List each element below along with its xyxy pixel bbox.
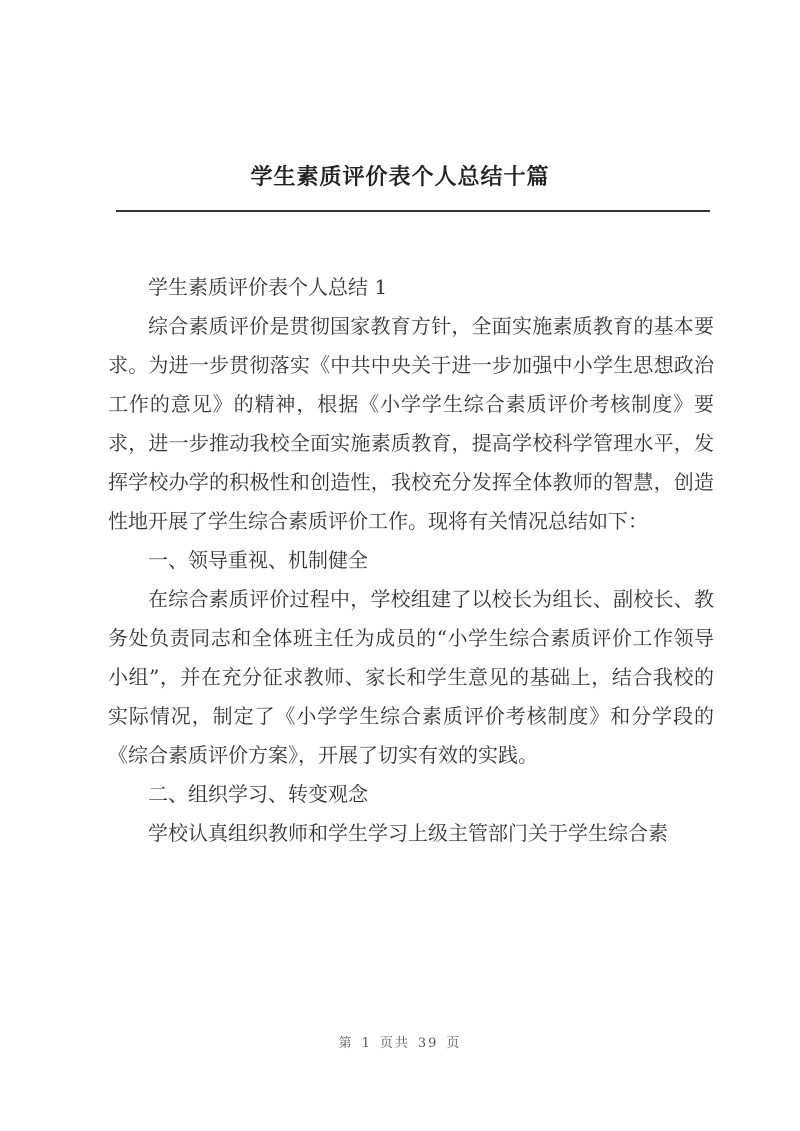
subheading-study: 二、组织学习、转变观念 xyxy=(148,782,368,806)
subheading-leadership: 一、领导重视、机制健全 xyxy=(148,548,368,572)
page-footer xyxy=(0,1032,800,1051)
footer-total-pages: 39 xyxy=(417,1036,439,1051)
intro-paragraph: 综合素质评价是贯彻国家教育方针，全面实施素质教育的基本要求。为进一步贯彻落实《中共中央关于进一步加强中小学生思想政治工作的意见》的精神，根据《小学学生综合素质评价考核制度》要求，进一步推动我校全面实施素质教育，提高学校科学管理水平，发挥学校办学的积极性和创造性，我校充分发挥全体教师的智慧，创造性地开展了学生综合素质评价工作。现将有关情况总结如下： xyxy=(108,314,714,533)
leadership-paragraph: 在综合素质评价过程中，学校组建了以校长为组长、副校长、教务处负责同志和全体班主任为成员的“小学生综合素质评价工作领导小组”，并在充分征求教师、家长和学生意见的基础上，结合我校的实际情况，制定了《小学学生综合素质评价考核制度》和分学段的《综合素质评价方案》，开展了切实有效的实践。 xyxy=(108,587,714,767)
document-body xyxy=(108,268,714,853)
footer-suffix: 页 xyxy=(446,1036,462,1051)
footer-prefix: 第 xyxy=(338,1036,354,1051)
study-paragraph: 学校认真组织教师和学生学习上级主管部门关于学生综合素 xyxy=(148,821,668,845)
document-title: 学生素质评价表个人总结十篇 xyxy=(250,165,550,190)
section-heading-1: 学生素质评价表个人总结 1 xyxy=(148,275,388,299)
footer-middle: 页共 xyxy=(379,1036,410,1051)
title-underline xyxy=(116,210,710,212)
footer-current-page: 1 xyxy=(361,1036,372,1051)
